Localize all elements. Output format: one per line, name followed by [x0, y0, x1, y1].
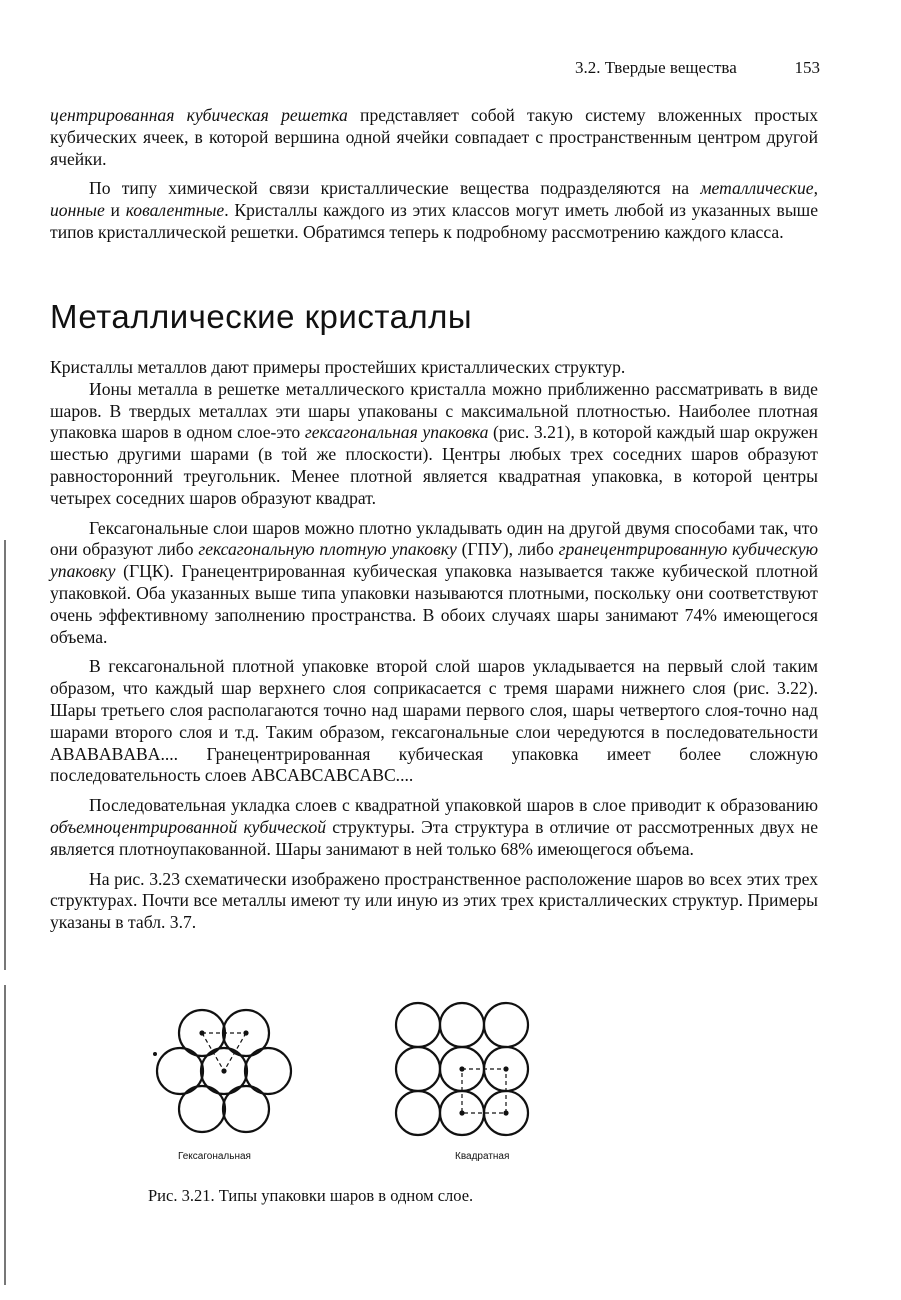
- body-paragraph-3: Гексагональные слои шаров можно плотно укладывать один на другой двумя способами так, что они образуют либо гексагональную плотную упаковку (ГПУ), либо гранецентрированную кубическую упаковку (ГЦК). Гранецентрированная кубическая упаковка называется также кубической плотной упаковкой. Оба указанных выше типа упаковки называются плотными, поскольку они соответствуют очень эффективному заполнению пространства. В обоих случаях шары занимают 74% имеющегося объема.: [50, 517, 818, 647]
- figure-caption: Рис. 3.21. Типы упаковки шаров в одном слое.: [148, 1186, 474, 1205]
- square-packing-diagram: [396, 1003, 528, 1135]
- body-paragraph-4: В гексагональной плотной упаковке второй слой шаров укладывается на первый слой таким образом, что каждый шар верхнего слоя соприкасается с тремя шарами нижнего слоя (рис. 3.22). Шары третьего слоя располагаются точно над шарами первого слоя, шары четвертого слоя-точно над шарами второго слоя и т.д. Таким образом, гексагональные слои чередуются в последовательности ABABABABA.... Гранецентрированная кубическая упаковка имеет более сложную последовательность слоев ABCABCABCABC....: [50, 656, 818, 786]
- lead-paragraph-1: центрированная кубическая решетка представляет собой такую систему вложенных простых кубических ячеек, в которой вершина одной ячейки совпадает с пространственным центром другой ячейки.: [50, 105, 818, 169]
- running-head-section: 3.2. Твердые вещества: [575, 58, 737, 77]
- term-ionic: ионные: [50, 200, 105, 221]
- running-head: [575, 58, 820, 78]
- lead-text: [50, 105, 818, 244]
- body-paragraph-2: Ионы металла в решетке металлического кристалла можно приближенно рассматривать в виде шаров. В твердых металлах эти шары упакованы с максимальной плотностью. Наиболее плотная упаковка шаров в одном слое-это гексагональная упаковка (рис. 3.21), в которой каждый шар окружен шестью другими шарами (в той же плоскости). Центры любых трех соседних шаров образуют равносторонний треугольник. Менее плотной является квадратная упаковка, в которой центры четырех соседних шаров образуют квадрат.: [50, 378, 818, 508]
- term-fcc: гранецентрированную кубическую упаковку: [50, 539, 818, 582]
- hexagonal-packing-diagram: [153, 1010, 291, 1132]
- section-title: Металлические кристаллы: [50, 298, 473, 335]
- margin-scan-line-lower: [4, 985, 6, 1285]
- hexagonal-label: Гексагональная: [178, 1151, 251, 1162]
- section-body: [50, 357, 818, 934]
- term-covalent: ковалентные: [125, 200, 225, 221]
- margin-scan-line: [4, 540, 6, 970]
- page-number: 153: [794, 58, 820, 77]
- lead-paragraph-2: По типу химической связи кристаллические вещества подразделяются на металлические, ионные и ковалентные. Кристаллы каждого из этих классов могут иметь любой из указанных выше типов кристаллической решетки. Обратимся теперь к подробному рассмотрению каждого класса.: [50, 178, 819, 242]
- body-paragraph-5: Последовательная укладка слоев с квадратной упаковкой шаров в слое приводит к образованию объемноцентрированной кубической структуры. Эта структура в отличие от рассмотренных двух не является плотноупакованной. Шары занимают в ней только 68% имеющегося объема.: [50, 795, 819, 859]
- term-metallic: металлические: [700, 178, 814, 199]
- body-paragraph-1: Кристаллы металлов дают примеры простейших кристаллических структур.: [50, 357, 626, 377]
- term-bcc: объемноцентрированной кубической: [50, 816, 327, 837]
- square-label: Квадратная: [455, 1151, 510, 1162]
- term-hcp: гексагональную плотную упаковку: [198, 539, 457, 560]
- body-paragraph-6: На рис. 3.23 схематически изображено пространственное расположение шаров во всех этих трех структурах. Почти все металлы имеют ту или иную из этих трех кристаллических структур. Примеры указаны в табл. 3.7.: [50, 868, 818, 933]
- term-fcc-lattice: центрированная кубическая решетка: [50, 105, 348, 125]
- term-hexagonal-packing: гексагональная упаковка: [304, 422, 489, 443]
